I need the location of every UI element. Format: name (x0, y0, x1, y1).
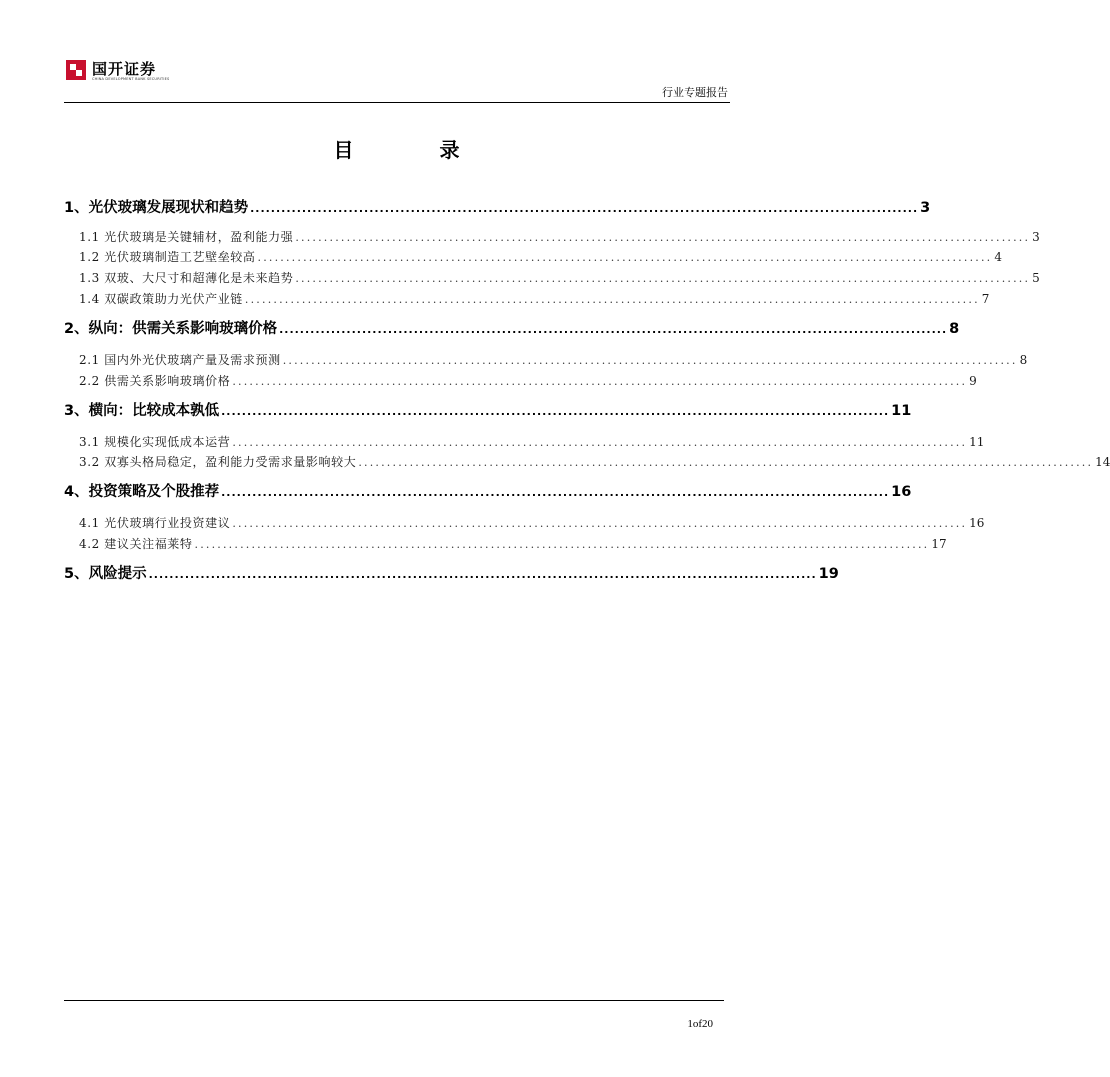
toc-leader-dots: ................................................................................................................................. (282, 354, 1018, 367)
toc-entry-label: 1、光伏玻璃发展现状和趋势 (64, 200, 249, 216)
page-title (0, 134, 793, 163)
page-header (64, 56, 728, 102)
logo-mark-icon (66, 60, 86, 80)
toc-leader-dots: ................................................................................................................................. (250, 202, 919, 215)
toc-entry-label: 3、横向：比较成本孰低 (64, 403, 220, 419)
toc-entry-2-2[interactable] (79, 372, 977, 389)
title-char-2: 录 (439, 138, 460, 162)
logo-text-en: CHINA DEVELOPMENT BANK SECURITIES (92, 77, 170, 81)
toc-entry-page: 11 (891, 403, 912, 419)
toc-entry-page: 7 (981, 292, 990, 306)
toc-leader-dots: ................................................................................................................................. (221, 486, 890, 499)
toc-entry-page: 14 (1095, 455, 1110, 469)
toc-entry-page: 8 (949, 321, 960, 337)
toc-entry-label: 4.1 光伏玻璃行业投资建议 (79, 516, 231, 530)
toc-entry-1-1[interactable] (79, 228, 1040, 245)
toc-entry-label: 1.2 光伏玻璃制造工艺壁垒较高 (79, 250, 256, 264)
toc-entry-3[interactable] (64, 399, 912, 420)
toc-entry-4-1[interactable] (79, 514, 985, 531)
toc-entry-3-1[interactable] (79, 433, 985, 450)
logo-text-cn: 国开证券 (92, 60, 157, 78)
toc-entry-label: 4、投资策略及个股推荐 (64, 484, 220, 500)
toc-entry-1-3[interactable] (79, 269, 1040, 286)
toc-entry-label: 3.2 双寡头格局稳定，盈利能力受需求量影响较大 (79, 455, 357, 469)
toc-leader-dots: ................................................................................................................................. (232, 517, 968, 530)
toc-entry-page: 5 (1032, 271, 1040, 285)
toc-leader-dots: ................................................................................................................................. (358, 456, 1094, 469)
toc-entry-label: 1.4 双碳政策助力光伏产业链 (79, 292, 243, 306)
toc-entry-page: 4 (994, 250, 1002, 264)
toc-entry-2[interactable] (64, 317, 960, 338)
toc-entry-page: 19 (818, 566, 839, 582)
toc-entry-page: 3 (1032, 230, 1040, 244)
toc-entry-1[interactable] (64, 196, 931, 217)
toc-entry-page: 11 (969, 435, 985, 449)
toc-entry-label: 3.1 规模化实现低成本运营 (79, 435, 231, 449)
toc-entry-3-2[interactable] (79, 453, 1110, 470)
toc-leader-dots: ................................................................................................................................. (232, 375, 968, 388)
toc-entry-4-2[interactable] (79, 535, 947, 552)
toc-entry-page: 8 (1019, 353, 1028, 367)
toc-entry-label: 2.2 供需关系影响玻璃价格 (79, 374, 231, 388)
toc-entry-page: 16 (891, 484, 912, 500)
toc-entry-page: 17 (931, 537, 947, 551)
toc-leader-dots: ................................................................................................................................. (295, 231, 1031, 244)
header-divider (64, 102, 730, 103)
toc-entry-label: 2.1 国内外光伏玻璃产量及需求预测 (79, 353, 281, 367)
toc-leader-dots: ................................................................................................................................. (194, 538, 930, 551)
toc-leader-dots: ................................................................................................................................. (232, 436, 968, 449)
toc-entry-label: 5、风险提示 (64, 566, 147, 582)
toc-entry-2-1[interactable] (79, 351, 1028, 368)
toc-leader-dots: ................................................................................................................................. (279, 323, 948, 336)
toc-entry-4[interactable] (64, 480, 912, 501)
toc-entry-page: 9 (969, 374, 977, 388)
toc-entry-label: 1.3 双玻、大尺寸和超薄化是未来趋势 (79, 271, 294, 285)
footer-divider (64, 1000, 724, 1001)
toc-entry-1-2[interactable] (79, 248, 1002, 265)
title-char-1: 目 (333, 138, 354, 162)
toc-leader-dots: ................................................................................................................................. (257, 251, 993, 264)
toc-leader-dots: ................................................................................................................................. (244, 293, 980, 306)
toc-entry-page: 16 (969, 516, 985, 530)
toc-leader-dots: ................................................................................................................................. (295, 272, 1031, 285)
toc-entry-label: 4.2 建议关注福莱特 (79, 537, 193, 551)
toc-leader-dots: ................................................................................................................................. (148, 568, 817, 581)
toc-entry-label: 2、纵向：供需关系影响玻璃价格 (64, 321, 278, 337)
toc-entry-1-4[interactable] (79, 290, 990, 307)
toc-entry-label: 1.1 光伏玻璃是关键辅材，盈利能力强 (79, 230, 294, 244)
report-type-label: 行业专题报告 (662, 86, 728, 99)
toc-entry-page: 3 (920, 200, 931, 216)
toc-leader-dots: ................................................................................................................................. (221, 405, 890, 418)
page-number: 1of20 (687, 1018, 713, 1030)
toc-entry-5[interactable] (64, 562, 839, 583)
